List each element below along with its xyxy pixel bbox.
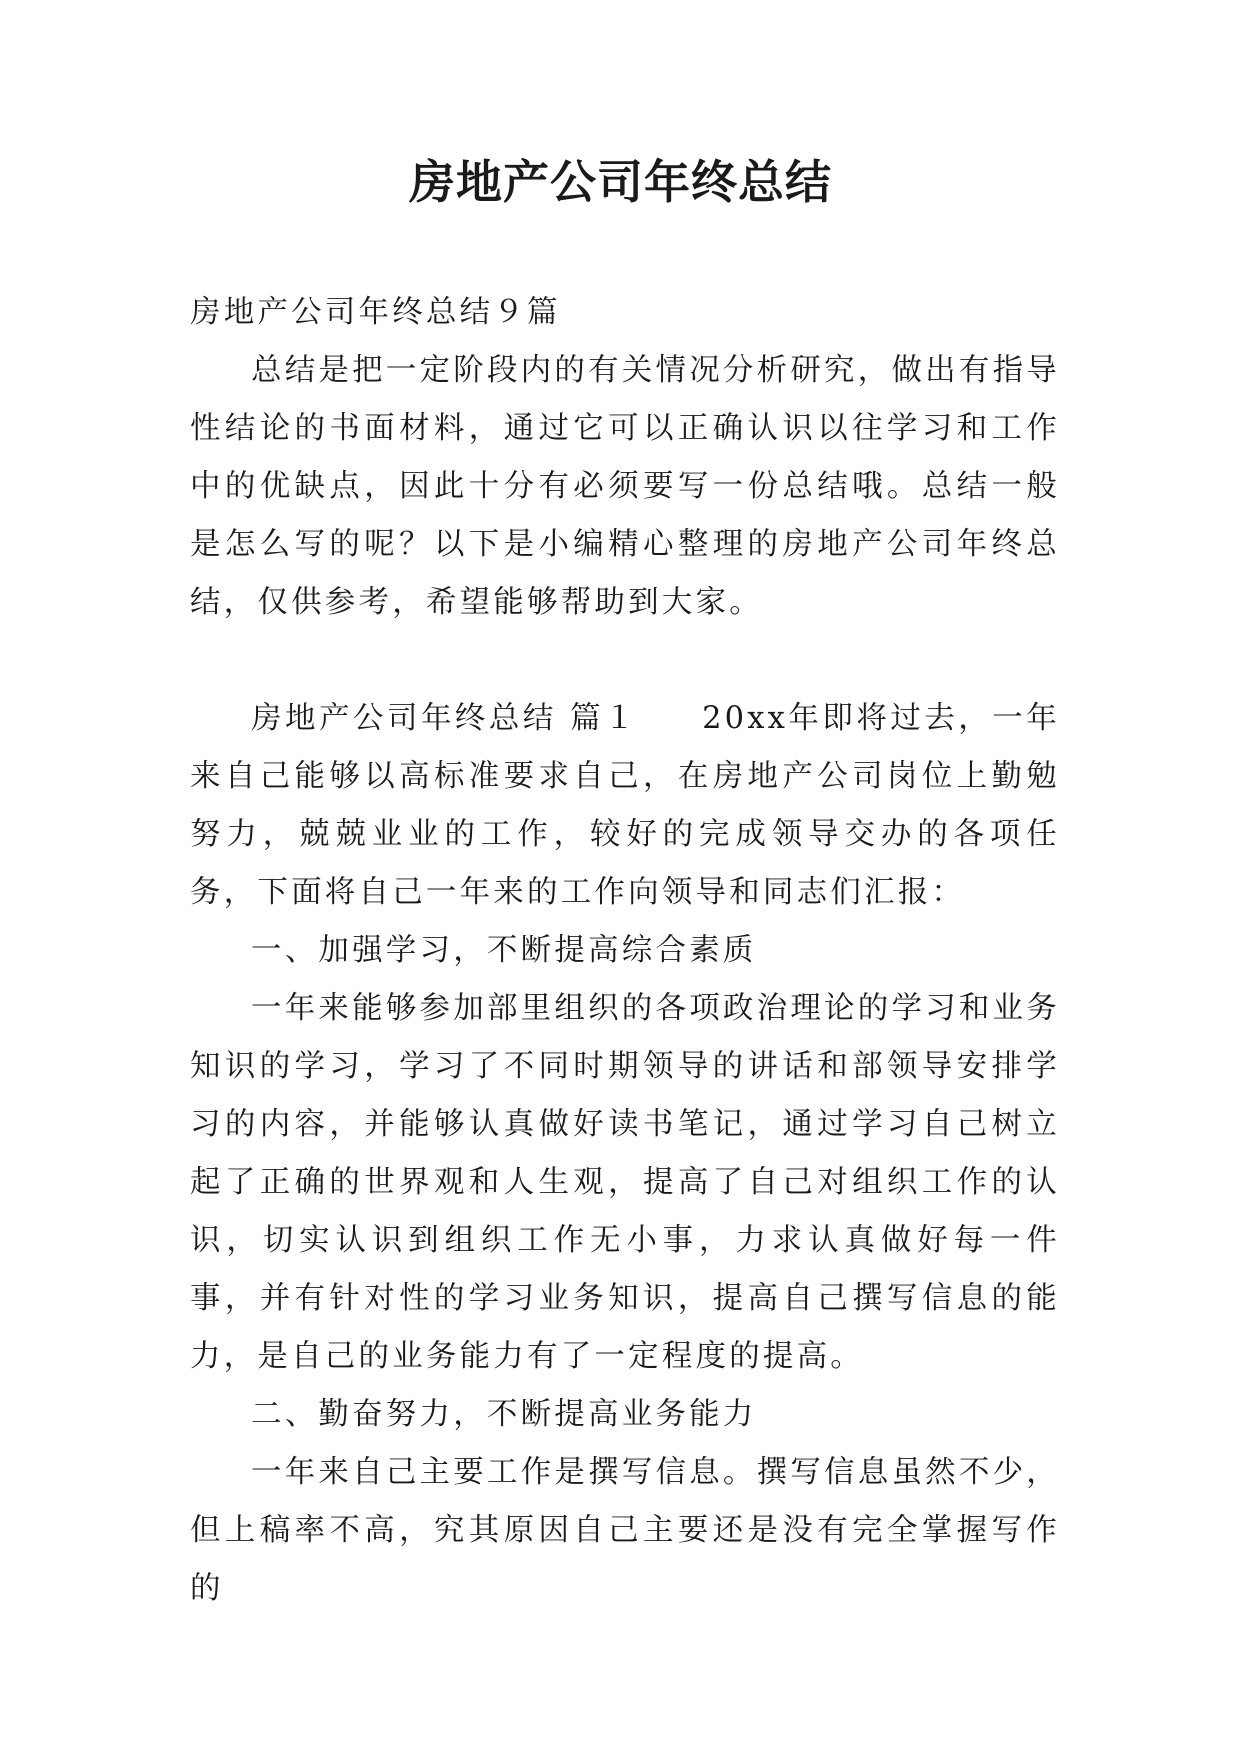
study-paragraph: 一年来能够参加部里组织的各项政治理论的学习和业务知识的学习，学习了不同时期领导的讲话和部领导安排学习的内容，并能够认真做好读书笔记，通过学习自己树立起了正确的世界观和人生观，提高了自己对组织工作的认识，切实认识到组织工作无小事，力求认真做好每一件事，并有针对性的学习业务知识，提高自己撰写信息的能力，是自己的业务能力有了一定程度的提高。 <box>190 991 1060 1374</box>
section-heading: 房地产公司年终总结 篇１ <box>251 701 639 736</box>
document-subtitle: 房地产公司年终总结９篇 <box>190 295 561 330</box>
document-body <box>190 284 1060 1618</box>
heading-study: 一、加强学习，不断提高综合素质 <box>251 933 757 968</box>
section-one-paragraph <box>190 690 1060 922</box>
document-title: 房地产公司年终总结 <box>409 155 832 209</box>
section-intro: 20xx年即将过去，一年来自己能够以高标准要求自己，在房地产公司岗位上勤勉努力，兢兢业业的工作，较好的完成领导交办的各项任务，下面将自己一年来的工作向领导和同志们汇报： <box>190 701 1060 910</box>
paragraph-spacer <box>190 632 1060 690</box>
work-paragraph: 一年来自己主要工作是撰写信息。撰写信息虽然不少，但上稿率不高，究其原因自己主要还是没有完全掌握写作的 <box>190 1455 1060 1606</box>
heading-work: 二、勤奋努力，不断提高业务能力 <box>251 1397 757 1432</box>
intro-paragraph: 总结是把一定阶段内的有关情况分析研究，做出有指导性结论的书面材料，通过它可以正确认识以往学习和工作中的优缺点，因此十分有必须要写一份总结哦。总结一般是怎么写的呢？以下是小编精心整理的房地产公司年终总结，仅供参考，希望能够帮助到大家。 <box>190 353 1060 620</box>
